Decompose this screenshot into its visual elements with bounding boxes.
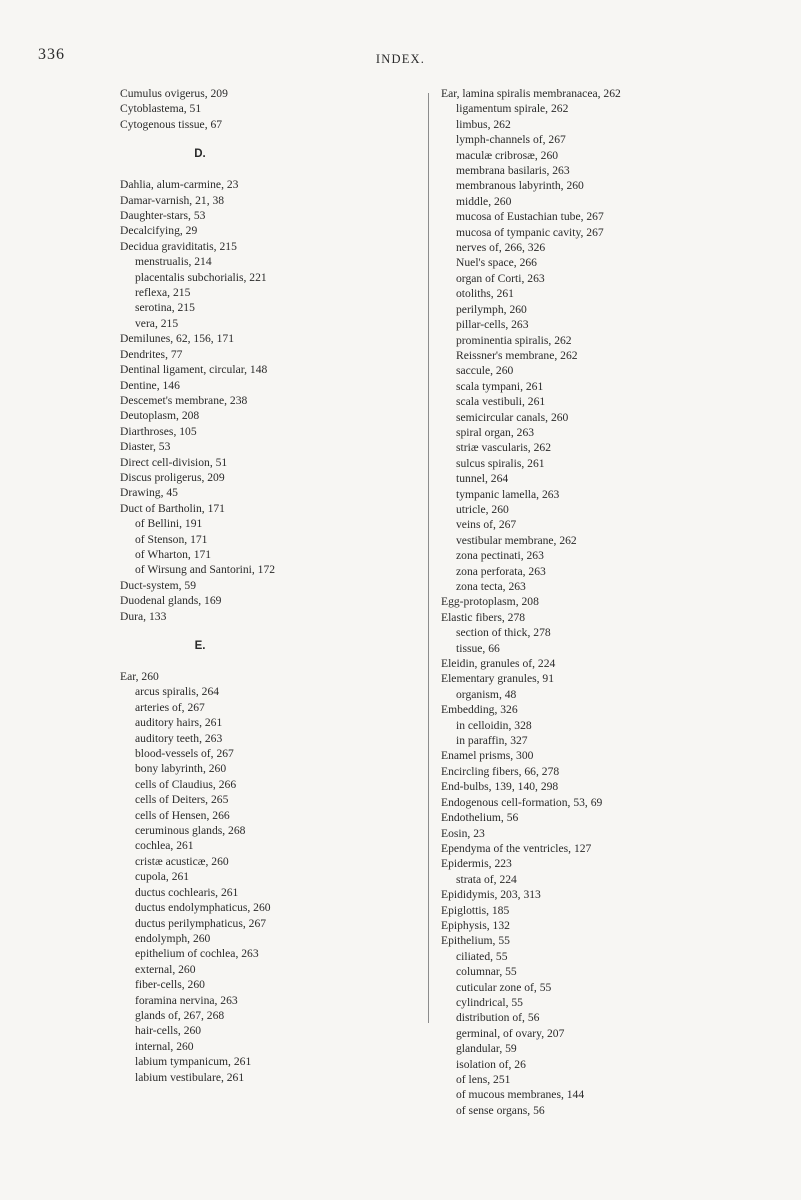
index-subentry: veins of, 267 <box>456 518 517 532</box>
index-subentry: of Bellini, 191 <box>135 517 203 531</box>
index-entry: Eleidin, granules of, 224 <box>441 657 556 671</box>
index-subentry: menstrualis, 214 <box>135 255 212 269</box>
index-entry: Enamel prisms, 300 <box>441 749 534 763</box>
index-subentry: vestibular membrane, 262 <box>456 533 577 547</box>
index-entry: Egg-protoplasm, 208 <box>441 595 539 609</box>
index-subentry: cristæ acusticæ, 260 <box>135 854 229 868</box>
index-subentry: cupola, 261 <box>135 870 190 884</box>
index-subentry: vera, 215 <box>135 316 179 330</box>
index-subentry: scala tympani, 261 <box>456 379 544 393</box>
index-subentry: organ of Corti, 263 <box>456 271 545 285</box>
index-entry: Duct of Bartholin, 171 <box>120 501 225 515</box>
index-subentry: sulcus spiralis, 261 <box>456 456 545 470</box>
index-subentry: ductus endolymphaticus, 260 <box>135 901 271 915</box>
index-subentry: epithelium of cochlea, 263 <box>135 947 259 961</box>
index-subentry: section of thick, 278 <box>456 626 551 640</box>
index-subentry: cochlea, 261 <box>135 839 194 853</box>
index-entry: Endothelium, 56 <box>441 811 519 825</box>
index-entry: Elastic fibers, 278 <box>441 610 526 624</box>
index-subentry: of Wharton, 171 <box>135 547 212 561</box>
index-entry: Duodenal glands, 169 <box>120 594 222 608</box>
index-subentry: glandular, 59 <box>456 1042 517 1056</box>
index-entry: Endogenous cell-formation, 53, 69 <box>441 795 603 809</box>
page-number: 336 <box>38 46 65 63</box>
index-column-left <box>120 86 430 1085</box>
index-entry: Encircling fibers, 66, 278 <box>441 764 560 778</box>
index-entry: Dendrites, 77 <box>120 347 183 361</box>
index-entry: Ear, lamina spiralis membranacea, 262 <box>441 87 621 100</box>
index-subentry: labium tympanicum, 261 <box>135 1055 252 1069</box>
index-subentry: glands of, 267, 268 <box>135 1008 225 1022</box>
index-entry: Dura, 133 <box>120 609 167 623</box>
index-entry: Direct cell-division, 51 <box>120 455 228 469</box>
letter-heading: E. <box>194 640 206 652</box>
index-subentry: blood-vessels of, 267 <box>135 747 234 761</box>
index-subentry: in celloidin, 328 <box>456 718 532 732</box>
index-subentry: perilymph, 260 <box>456 302 527 316</box>
index-subentry: in paraffin, 327 <box>456 734 528 748</box>
index-subentry: placentalis subchorialis, 221 <box>135 270 267 284</box>
index-entry: Epithelium, 55 <box>441 934 510 948</box>
index-subentry: of lens, 251 <box>456 1073 511 1086</box>
index-entry: Dentine, 146 <box>120 378 180 392</box>
index-subentry: saccule, 260 <box>456 364 514 378</box>
index-subentry: ciliated, 55 <box>456 949 508 963</box>
index-entry: End-bulbs, 139, 140, 298 <box>441 780 559 794</box>
index-entry: Daughter-stars, 53 <box>120 209 206 223</box>
index-subentry: of sense organs, 56 <box>456 1103 545 1117</box>
index-subentry: fiber-cells, 260 <box>135 978 205 992</box>
index-subentry: tympanic lamella, 263 <box>456 487 560 501</box>
index-entry: Cytogenous tissue, 67 <box>120 117 223 131</box>
index-subentry: spiral organ, 263 <box>456 425 535 439</box>
index-subentry: cells of Deiters, 265 <box>135 793 229 807</box>
column-divider <box>428 93 429 1023</box>
index-subentry: ductus perilymphaticus, 267 <box>135 916 267 930</box>
index-entry: Cumulus ovigerus, 209 <box>120 87 228 100</box>
index-subentry: middle, 260 <box>456 194 512 208</box>
index-subentry: bony labyrinth, 260 <box>135 762 227 776</box>
index-entry: Cytoblastema, 51 <box>120 102 202 116</box>
index-subentry: zona perforata, 263 <box>456 564 546 578</box>
index-subentry: pillar-cells, 263 <box>456 318 529 332</box>
index-subentry: distribution of, 56 <box>456 1011 540 1025</box>
index-subentry: nerves of, 266, 326 <box>456 241 546 255</box>
index-subentry: of Wirsung and Santorini, 172 <box>135 563 276 577</box>
index-entry: Dahlia, alum-carmine, 23 <box>120 178 239 192</box>
index-entry: Elementary granules, 91 <box>441 672 554 686</box>
index-subentry: mucosa of tympanic cavity, 267 <box>456 225 604 239</box>
index-subentry: cuticular zone of, 55 <box>456 980 552 994</box>
index-entry: Eosin, 23 <box>441 826 485 840</box>
index-subentry: ceruminous glands, 268 <box>135 824 246 838</box>
index-subentry: arteries of, 267 <box>135 700 205 714</box>
index-subentry: Reissner's membrane, 262 <box>456 348 578 362</box>
index-subentry: labium vestibulare, 261 <box>135 1070 245 1084</box>
index-subentry: hair-cells, 260 <box>135 1024 202 1038</box>
index-entry: Decidua graviditatis, 215 <box>120 239 237 253</box>
letter-heading: D. <box>194 148 206 161</box>
index-subentry: ductus cochlearis, 261 <box>135 885 239 899</box>
index-entry: Discus proligerus, 209 <box>120 470 225 484</box>
index-subentry: organism, 48 <box>456 687 517 701</box>
index-subentry: of mucous membranes, 144 <box>456 1088 585 1102</box>
index-entry: Epiphysis, 132 <box>441 918 510 932</box>
index-entry: Epiglottis, 185 <box>441 903 510 917</box>
index-entry: Ear, 260 <box>120 670 159 683</box>
index-subentry: strata of, 224 <box>456 872 517 886</box>
index-subentry: of Stenson, 171 <box>135 532 208 546</box>
index-subentry: reflexa, 215 <box>135 286 191 300</box>
index-subentry: tunnel, 264 <box>456 472 509 486</box>
index-entry: Epidermis, 223 <box>441 857 512 871</box>
index-entry: Embedding, 326 <box>441 703 518 717</box>
index-entry: Damar-varnish, 21, 38 <box>120 193 225 207</box>
index-subentry: external, 260 <box>135 962 196 976</box>
index-subentry: cells of Hensen, 266 <box>135 808 230 822</box>
index-subentry: zona pectinati, 263 <box>456 549 544 563</box>
index-subentry: endolymph, 260 <box>135 931 211 945</box>
index-subentry: prominentia spiralis, 262 <box>456 333 572 347</box>
index-subentry: zona tecta, 263 <box>456 580 526 593</box>
index-subentry: membrana basilaris, 263 <box>456 164 570 178</box>
index-subentry: otoliths, 261 <box>456 287 514 301</box>
index-subentry: serotina, 215 <box>135 301 195 315</box>
index-subentry: cylindrical, 55 <box>456 995 523 1009</box>
index-subentry: membranous labyrinth, 260 <box>456 179 584 193</box>
index-entry: Epididymis, 203, 313 <box>441 888 541 902</box>
index-subentry: auditory teeth, 263 <box>135 731 223 745</box>
index-subentry: Nuel's space, 266 <box>456 256 537 270</box>
index-subentry: columnar, 55 <box>456 965 517 979</box>
index-entry: Deutoplasm, 208 <box>120 409 200 423</box>
index-subentry: germinal, of ovary, 207 <box>456 1026 565 1040</box>
index-entry: Diarthroses, 105 <box>120 424 197 438</box>
index-subentry: tissue, 66 <box>456 641 500 655</box>
index-subentry: isolation of, 26 <box>456 1057 526 1071</box>
index-subentry: semicircular canals, 260 <box>456 410 569 424</box>
index-subentry: striæ vascularis, 262 <box>456 441 551 455</box>
index-entry: Demilunes, 62, 156, 171 <box>120 332 234 346</box>
index-entry: Descemet's membrane, 238 <box>120 393 248 407</box>
index-entry: Ependyma of the ventricles, 127 <box>441 841 592 855</box>
index-subentry: limbus, 262 <box>456 117 511 131</box>
index-subentry: arcus spiralis, 264 <box>135 685 220 699</box>
index-entry: Diaster, 53 <box>120 440 171 454</box>
index-subentry: maculæ cribrosæ, 260 <box>456 148 559 162</box>
index-entry: Dentinal ligament, circular, 148 <box>120 363 268 377</box>
index-entry: Drawing, 45 <box>120 486 178 500</box>
index-entry: Decalcifying, 29 <box>120 224 198 238</box>
index-subentry: utricle, 260 <box>456 502 509 516</box>
index-subentry: lymph-channels of, 267 <box>456 133 566 147</box>
index-subentry: foramina nervina, 263 <box>135 993 238 1007</box>
index-subentry: cells of Claudius, 266 <box>135 777 237 791</box>
index-subentry: ligamentum spirale, 262 <box>456 102 569 116</box>
running-head: INDEX. <box>375 52 426 66</box>
index-subentry: mucosa of Eustachian tube, 267 <box>456 210 604 224</box>
index-entry: Duct-system, 59 <box>120 578 196 592</box>
index-subentry: internal, 260 <box>135 1039 194 1053</box>
index-subentry: scala vestibuli, 261 <box>456 395 546 409</box>
index-subentry: auditory hairs, 261 <box>135 716 223 730</box>
index-column-right <box>441 86 741 1118</box>
